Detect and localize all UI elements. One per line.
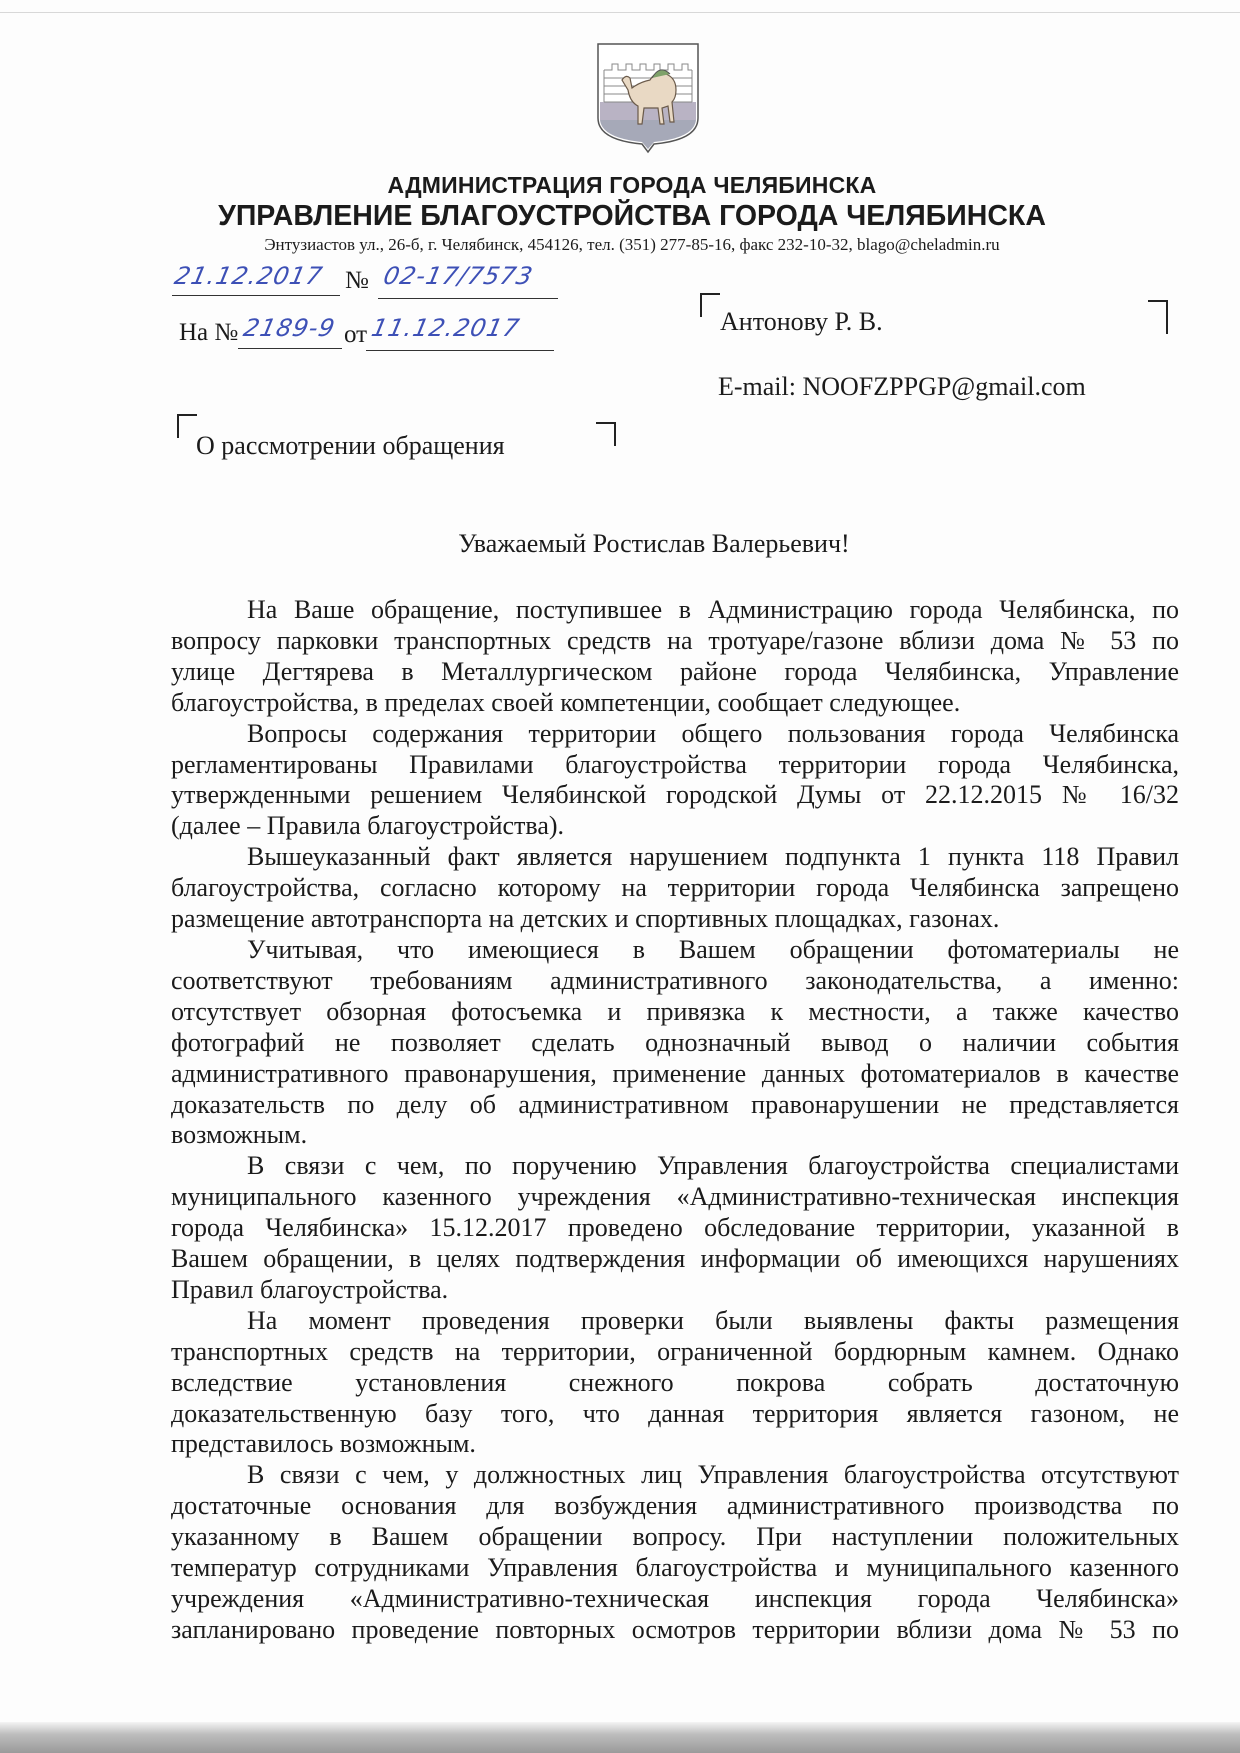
paragraph-line: В связи с чем, у должностных лиц Управления благоустройства отсутствуют bbox=[247, 1460, 1179, 1490]
from-label: от bbox=[344, 321, 368, 348]
paragraph-line: благоустройства, согласно которому на территории города Челябинска запрещено bbox=[171, 873, 1179, 903]
paragraph bbox=[171, 1460, 1179, 1645]
paragraph-line: температур сотрудниками Управления благоустройства и муниципального казенного bbox=[171, 1553, 1179, 1583]
number-label: № bbox=[345, 267, 369, 294]
paragraph-line: города Челябинска» 15.12.2017 проведено обследование территории, указанной в bbox=[171, 1213, 1179, 1243]
salutation: Уважаемый Ростислав Валерьевич! bbox=[458, 529, 850, 558]
paragraph-line: улице Дегтярева в Металлургическом районе города Челябинска, Управление bbox=[171, 656, 1179, 686]
paragraph-line: регламентированы Правилами благоустройства территории города Челябинска, bbox=[171, 749, 1179, 779]
paragraph-line: транспортных средств на территории, ограниченной бордюрным камнем. Однако bbox=[171, 1336, 1179, 1366]
paragraph-line: фотографий не позволяет сделать однозначный вывод о наличии события bbox=[171, 1027, 1179, 1057]
paragraph bbox=[171, 1306, 1179, 1461]
paragraph-line: запланировано проведение повторных осмотров территории вблизи дома № 53 по bbox=[171, 1614, 1179, 1644]
paragraph-line: представилось возможным. bbox=[171, 1429, 476, 1459]
reply-date-underline bbox=[366, 350, 554, 351]
paragraph-line: отсутствует обзорная фотосъемка и привязка к местности, а также качество bbox=[171, 996, 1179, 1026]
paragraph-line: достаточные основания для возбуждения административного производства по bbox=[171, 1491, 1179, 1521]
paragraph-line: Правил благоустройства. bbox=[171, 1274, 449, 1304]
coat-of-arms-emblem bbox=[594, 40, 702, 155]
org-address: Энтузиастов ул., 26-б, г. Челябинск, 454126, тел. (351) 277-85-16, факс 232-10-32, blago@cheladmin.ru bbox=[264, 235, 1000, 254]
subject-bracket-right bbox=[596, 422, 616, 446]
paragraph-line: доказательств по делу об административном правонарушении не представляется bbox=[171, 1089, 1179, 1119]
paragraph-line: благоустройства, в пределах своей компетенции, сообщает следующее. bbox=[171, 687, 961, 717]
recipient-bracket-right bbox=[1148, 300, 1168, 334]
paragraph-line: вопросу парковки транспортных средств на тротуаре/газоне вблизи дома № 53 по bbox=[171, 625, 1179, 655]
paragraph-line: административного правонарушения, применение данных фотоматериалов в качестве bbox=[171, 1058, 1179, 1088]
recipient-email: E-mail: NOOFZPPGP@gmail.com bbox=[718, 372, 1086, 401]
paragraph bbox=[171, 1151, 1179, 1306]
paragraph-line: (далее – Правила благоустройства). bbox=[171, 811, 565, 841]
paragraph bbox=[171, 595, 1179, 719]
paragraph bbox=[171, 719, 1179, 843]
paragraph-line: доказательственную базу того, что данная территория является газоном, не bbox=[171, 1398, 1179, 1428]
paragraph-line: учреждения «Административно-техническая инспекция города Челябинска» bbox=[171, 1584, 1179, 1613]
outgoing-number: 02-17/7573 bbox=[381, 262, 536, 290]
reply-label: На № bbox=[179, 319, 239, 346]
paragraph-line: Вашем обращении, в целях подтверждения информации об имеющихся нарушениях bbox=[171, 1244, 1179, 1274]
date-underline bbox=[172, 295, 340, 296]
recipient-name: Антонову Р. В. bbox=[720, 307, 883, 336]
paragraph-line: Вышеуказанный факт является нарушением подпункта 1 пункта 118 Правил bbox=[247, 842, 1179, 872]
subject-line: О рассмотрении обращения bbox=[196, 431, 505, 460]
paragraph-line: В связи с чем, по поручению Управления благоустройства специалистами bbox=[247, 1151, 1179, 1181]
paragraph-line: Вопросы содержания территории общего пользования города Челябинска bbox=[247, 718, 1179, 748]
number-underline bbox=[378, 298, 558, 299]
paragraph bbox=[171, 842, 1179, 935]
reply-date: 11.12.2017 bbox=[369, 314, 523, 342]
org-name-administration: АДМИНИСТРАЦИЯ ГОРОДА ЧЕЛЯБИНСКА bbox=[387, 172, 877, 198]
paragraph-line: утвержденными решением Челябинской городской Думы от 22.12.2015 № 16/32 bbox=[171, 780, 1179, 810]
paragraph-line: На момент проведения проверки были выявлены факты размещения bbox=[247, 1305, 1179, 1335]
scan-edge-line bbox=[0, 12, 1240, 13]
letter-body bbox=[171, 595, 1179, 1646]
paragraph-line: вследствие установления снежного покрова собрать достаточную bbox=[171, 1367, 1179, 1397]
org-name-department: УПРАВЛЕНИЕ БЛАГОУСТРОЙСТВА ГОРОДА ЧЕЛЯБИНСКА bbox=[218, 200, 1046, 232]
recipient-bracket-left bbox=[700, 293, 720, 317]
reply-number: 2189-9 bbox=[241, 314, 338, 342]
paragraph-line: муниципального казенного учреждения «Административно-техническая инспекция bbox=[171, 1182, 1179, 1212]
reply-number-underline bbox=[238, 348, 342, 349]
paragraph-line: возможным. bbox=[171, 1120, 308, 1150]
paragraph-line: размещение автотранспорта на детских и спортивных площадках, газонах. bbox=[171, 904, 1000, 934]
subject-bracket-left bbox=[177, 414, 197, 438]
outgoing-date: 21.12.2017 bbox=[172, 262, 326, 290]
paragraph-line: соответствуют требованиям административного законодательства, а именно: bbox=[171, 965, 1179, 995]
scan-bottom-edge bbox=[0, 1722, 1240, 1753]
paragraph bbox=[171, 935, 1179, 1151]
paragraph-line: На Ваше обращение, поступившее в Администрацию города Челябинска, по bbox=[247, 595, 1179, 624]
paragraph-line: Учитывая, что имеющиеся в Вашем обращении фотоматериалы не bbox=[247, 934, 1179, 964]
paragraph-line: указанному в Вашем обращении вопросу. При наступлении положительных bbox=[171, 1522, 1179, 1552]
